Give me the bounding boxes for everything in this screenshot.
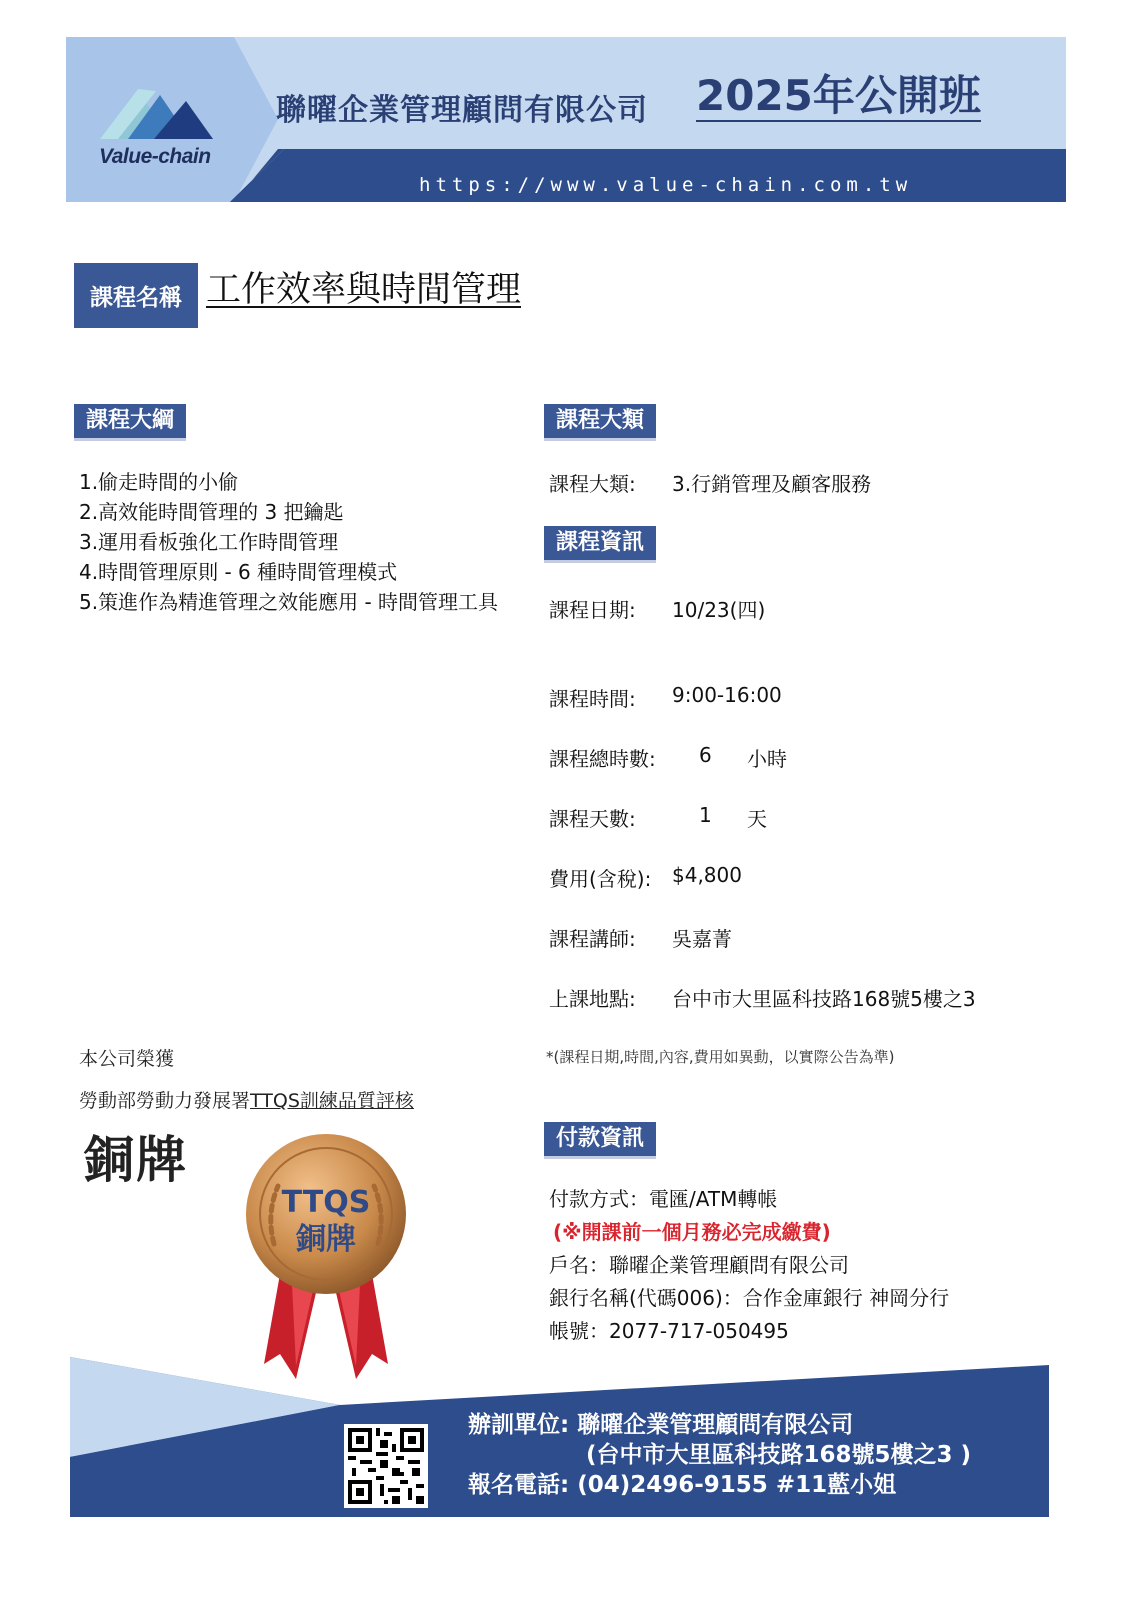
payment-section-tag: 付款資訊 <box>544 1122 656 1159</box>
place-value: 台中市大里區科技路168號5樓之3 <box>672 987 976 1011</box>
value-chain-logo-icon <box>98 81 218 141</box>
medal-text-bronze: 銅牌 <box>296 1222 356 1257</box>
time-value: 9:00-16:00 <box>672 683 782 707</box>
bronze-award-text: 銅牌 <box>84 1131 188 1189</box>
outline-item: 5.策進作為精進管理之效能應用 - 時間管理工具 <box>79 590 499 614</box>
logo-text: Value-chain <box>99 145 211 168</box>
medal-text-ttqs: TTQS <box>281 1185 371 1220</box>
category-value: 3.行銷管理及顧客服務 <box>672 472 872 496</box>
category-row <box>549 468 1069 497</box>
bank-name: 銀行名稱(代碼006)：合作金庫銀行 神岡分行 <box>549 1286 950 1310</box>
place-label: 上課地點: <box>549 987 636 1011</box>
outline-item: 2.高效能時間管理的 3 把鑰匙 <box>79 500 344 524</box>
outline-item: 4.時間管理原則 - 6 種時間管理模式 <box>79 560 398 584</box>
fee-row <box>549 863 1069 893</box>
medal-graphic <box>236 1134 416 1384</box>
payment-method: 付款方式：電匯/ATM轉帳 <box>549 1187 778 1211</box>
award-line1: 本公司榮獲 <box>79 1048 175 1070</box>
days-label: 課程天數: <box>549 807 636 831</box>
outline-list <box>79 467 519 617</box>
footer-contact <box>468 1410 971 1500</box>
header-banner <box>66 37 1066 202</box>
outline-item: 3.運用看板強化工作時間管理 <box>79 530 339 554</box>
hours-row <box>549 743 1069 773</box>
fee-value: $4,800 <box>672 863 742 887</box>
time-label: 課程時間: <box>549 687 636 711</box>
date-label: 課程日期: <box>549 598 636 622</box>
organizer-text: 辦訓單位: 聯曜企業管理顧問有限公司 <box>468 1412 854 1438</box>
payment-warning: (※開課前一個月務必完成繳費) <box>553 1220 831 1244</box>
company-title: 聯曜企業管理顧問有限公司 <box>276 93 648 128</box>
hours-unit: 小時 <box>747 747 787 771</box>
ttqs-bronze-medal-icon <box>236 1134 416 1388</box>
website-link[interactable]: https://www.value-chain.com.tw <box>419 174 913 196</box>
outline-item: 1.偷走時間的小偷 <box>79 470 239 494</box>
organizer-address: (台中市大里區科技路168號5樓之3 ) <box>586 1442 972 1468</box>
account-name: 戶名：聯曜企業管理顧問有限公司 <box>549 1253 849 1277</box>
hours-label: 課程總時數: <box>549 747 656 771</box>
category-section-tag: 課程大類 <box>544 404 656 441</box>
info-note: *(課程日期,時間,內容,費用如異動，以實際公告為準) <box>546 1048 895 1066</box>
place-row <box>549 983 1069 1013</box>
teacher-row <box>549 923 1069 953</box>
year-title: 2025年公開班 <box>696 73 981 122</box>
teacher-label: 課程講師: <box>549 927 636 951</box>
teacher-value: 吳嘉菁 <box>672 927 732 951</box>
qr-code-graphic <box>344 1424 428 1508</box>
award-line2-prefix: 勞動部勞動力發展署 <box>79 1090 251 1112</box>
course-name-tag: 課程名稱 <box>74 263 198 328</box>
info-section-tag: 課程資訊 <box>544 526 656 563</box>
date-row <box>549 594 1069 624</box>
registration-phone: 報名電話: (04)2496-9155 #11藍小姐 <box>468 1472 897 1498</box>
hours-value: 6 <box>699 743 712 767</box>
course-name: 工作效率與時間管理 <box>206 270 522 310</box>
days-value: 1 <box>699 803 712 827</box>
days-row <box>549 803 1069 833</box>
award-line2 <box>79 1086 414 1113</box>
qr-code-icon[interactable] <box>344 1424 428 1508</box>
category-label: 課程大類: <box>549 472 636 496</box>
account-number: 帳號：2077-717-050495 <box>549 1319 789 1343</box>
date-value: 10/23(四) <box>672 598 766 622</box>
award-line2-underlined: TTQS訓練品質評核 <box>250 1090 414 1112</box>
payment-info <box>549 1183 949 1348</box>
time-row <box>549 683 1069 713</box>
outline-section-tag: 課程大綱 <box>74 404 186 441</box>
fee-label: 費用(含稅): <box>549 867 652 891</box>
days-unit: 天 <box>747 807 767 831</box>
